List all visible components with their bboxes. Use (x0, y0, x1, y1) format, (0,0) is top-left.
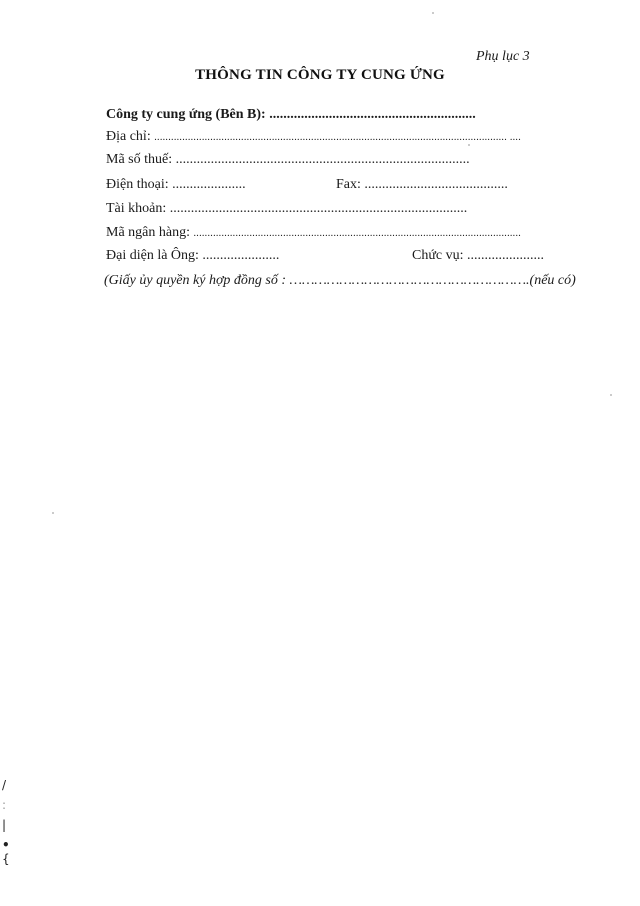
position-field: Chức vụ: ...................... (412, 248, 545, 263)
scan-speck (52, 512, 54, 514)
appendix-label: Phụ lục 3 (476, 49, 530, 64)
tax-code-field: Mã số thuế: .................................................................................... (106, 152, 470, 167)
scan-artifact-mark: / (2, 778, 7, 792)
representative-field: Đại diện là Ông: ...................... (106, 248, 280, 263)
scan-speck (432, 12, 434, 14)
page-title: THÔNG TIN CÔNG TY CUNG ỨNG (195, 67, 445, 83)
address-field (106, 129, 521, 146)
phone-field: Điện thoại: ..................... (106, 177, 246, 192)
scan-artifact-mark: | (2, 818, 7, 832)
scan-speck (610, 394, 612, 396)
scan-artifact-mark: { (2, 852, 10, 866)
scan-artifact-mark: • (2, 838, 10, 852)
scan-speck (468, 144, 470, 146)
company-field: Công ty cung ứng (Bên B): ........................................................... (106, 107, 476, 122)
account-field: Tài khoản: ..................................................................................... (106, 201, 468, 216)
address-dots: .............................................................................................................................. .... (154, 132, 522, 143)
fax-field: Fax: ......................................... (336, 177, 508, 192)
representative-row (106, 248, 566, 264)
bank-code-dots: ..................................................................................................................... (193, 228, 522, 239)
authorization-note: (Giấy ủy quyền ký hợp đồng số : ………………………………………………….(nếu có) (104, 273, 576, 288)
bank-code-field (106, 225, 521, 242)
address-label: Địa chỉ: (106, 129, 155, 144)
phone-fax-row (106, 177, 566, 193)
bank-code-label: Mã ngân hàng: (106, 225, 194, 240)
scan-artifact-mark: : (2, 798, 7, 812)
